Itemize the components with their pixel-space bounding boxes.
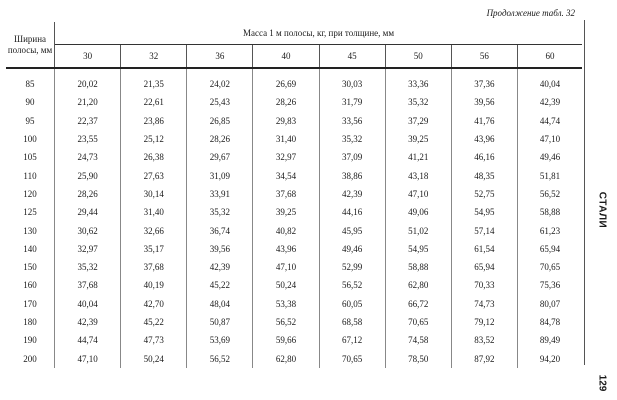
mass-value-cell: 38,86 [319,166,385,184]
mass-value-cell: 94,20 [539,353,561,364]
mass-value-cell: 20,02 [55,68,121,93]
mass-value-cell: 37,68 [55,276,121,294]
table-row [6,258,582,276]
mass-value-cell: 80,07 [539,298,561,309]
thickness-header-cell: 30 [55,45,121,69]
mass-value-cell: 25,43 [187,93,253,111]
mass-value-cell: 43,18 [385,166,451,184]
mass-value-cell: 25,12 [121,130,187,148]
mass-value-cell: 65,94 [539,243,561,254]
mass-value-cell: 50,24 [253,276,319,294]
mass-value-cell: 42,39 [55,313,121,331]
mass-value-cell: 23,55 [55,130,121,148]
mass-value-cell: 41,21 [385,148,451,166]
table-row [6,130,582,148]
width-cell: 85 [6,68,55,93]
table-row [6,148,582,166]
table-row [6,93,582,111]
width-cell: 170 [6,295,55,313]
mass-value-cell: 44,74 [539,115,561,126]
mass-value-cell: 28,26 [253,93,319,111]
mass-value-cell: 45,22 [187,276,253,294]
mass-value-cell: 35,32 [55,258,121,276]
table-row [6,112,582,130]
steel-strip-mass-table [6,22,582,368]
mass-value-cell: 62,80 [385,276,451,294]
mass-value-cell: 28,26 [55,185,121,203]
width-cell: 150 [6,258,55,276]
mass-value-cell: 30,03 [319,68,385,93]
mass-value-cell: 70,65 [539,262,561,273]
mass-value-cell: 52,99 [319,258,385,276]
mass-value-cell: 78,50 [385,349,451,367]
table-row [6,203,582,221]
mass-value-cell: 43,96 [253,240,319,258]
thickness-header-cell: 32 [121,45,187,69]
mass-value-cell: 53,69 [187,331,253,349]
mass-value-cell: 32,97 [253,148,319,166]
mass-value-cell: 24,02 [187,68,253,93]
mass-value-cell: 23,86 [121,112,187,130]
width-cell: 200 [6,349,55,367]
mass-value-cell: 47,73 [121,331,187,349]
width-column-header: Ширина полосы, мм [6,22,55,68]
mass-value-cell: 48,04 [187,295,253,313]
mass-value-cell: 39,56 [451,93,517,111]
mass-value-cell: 40,04 [55,295,121,313]
mass-value-cell: 31,09 [187,166,253,184]
table-row [6,349,582,367]
mass-value-cell: 60,05 [319,295,385,313]
width-cell: 100 [6,130,55,148]
mass-value-cell: 70,65 [385,313,451,331]
mass-value-cell: 22,61 [121,93,187,111]
mass-value-cell: 89,49 [539,335,561,346]
mass-value-cell: 56,52 [187,349,253,367]
mass-value-cell: 46,16 [451,148,517,166]
mass-value-cell: 35,32 [385,93,451,111]
mass-value-cell: 74,58 [385,331,451,349]
mass-value-cell: 47,10 [385,185,451,203]
mass-value-cell: 37,29 [385,112,451,130]
thickness-header-cell: 50 [385,45,451,69]
mass-value-cell: 32,97 [55,240,121,258]
table-row [6,295,582,313]
mass-value-cell: 58,88 [539,207,561,218]
mass-group-header: Масса 1 м полосы, кг, при толщине, мм [55,22,583,45]
table-row [6,276,582,294]
mass-value-cell: 29,44 [55,203,121,221]
mass-value-cell: 31,40 [121,203,187,221]
mass-value-cell: 44,16 [319,203,385,221]
mass-value-cell: 40,04 [539,79,561,90]
mass-value-cell: 49,06 [385,203,451,221]
mass-value-cell: 21,35 [121,68,187,93]
width-cell: 160 [6,276,55,294]
mass-value-cell: 62,80 [253,349,319,367]
mass-value-cell: 30,14 [121,185,187,203]
mass-value-cell: 42,39 [319,185,385,203]
mass-value-cell: 47,10 [253,258,319,276]
mass-value-cell: 70,33 [451,276,517,294]
table-row [6,331,582,349]
mass-value-cell: 31,79 [319,93,385,111]
mass-value-cell: 34,54 [253,166,319,184]
width-cell: 105 [6,148,55,166]
mass-value-cell: 21,20 [55,93,121,111]
width-cell: 120 [6,185,55,203]
mass-value-cell: 84,78 [539,317,561,327]
table-row [6,185,582,203]
table-body [6,68,582,368]
mass-value-cell: 66,72 [385,295,451,313]
mass-value-cell: 42,39 [187,258,253,276]
mass-value-cell: 52,75 [451,185,517,203]
width-cell: 140 [6,240,55,258]
mass-value-cell: 37,68 [121,258,187,276]
width-cell: 125 [6,203,55,221]
table-continuation-caption: Продолжение табл. 32 [486,8,575,18]
page-number: 129 [596,374,608,392]
mass-value-cell: 26,69 [253,68,319,93]
mass-value-cell: 74,73 [451,295,517,313]
mass-value-cell: 29,83 [253,112,319,130]
mass-value-cell: 25,90 [55,166,121,184]
mass-value-cell: 42,39 [539,97,561,108]
mass-value-cell: 39,56 [187,240,253,258]
mass-value-cell: 44,74 [55,331,121,349]
mass-value-cell: 45,95 [319,221,385,239]
mass-value-cell: 50,87 [187,313,253,331]
mass-value-cell: 37,09 [319,148,385,166]
mass-value-cell: 58,88 [385,258,451,276]
mass-value-cell: 39,25 [253,203,319,221]
table-row [6,68,582,93]
width-cell: 110 [6,166,55,184]
thickness-header-cell: 60 [517,45,582,69]
width-cell: 190 [6,331,55,349]
thickness-header-row [6,45,582,69]
mass-value-cell: 30,62 [55,221,121,239]
mass-value-cell: 56,52 [253,313,319,331]
thickness-header-cell: 56 [451,45,517,69]
width-cell: 180 [6,313,55,331]
table-row [6,166,582,184]
mass-value-cell: 49,46 [319,240,385,258]
mass-value-cell: 31,40 [253,130,319,148]
mass-value-cell: 56,52 [319,276,385,294]
mass-value-cell: 35,32 [319,130,385,148]
thickness-header-cell: 45 [319,45,385,69]
mass-value-cell: 70,65 [319,349,385,367]
mass-value-cell: 33,36 [385,68,451,93]
mass-value-cell: 54,95 [451,203,517,221]
mass-value-cell: 51,81 [539,170,561,181]
table-row [6,221,582,239]
mass-value-cell: 22,37 [55,112,121,130]
mass-value-cell: 54,95 [385,240,451,258]
mass-value-cell: 36,74 [187,221,253,239]
mass-value-cell: 40,82 [253,221,319,239]
mass-value-cell: 50,24 [121,349,187,367]
table-row [6,240,582,258]
mass-value-cell: 61,23 [539,225,561,236]
width-cell: 90 [6,93,55,111]
mass-value-cell: 37,36 [451,68,517,93]
mass-value-cell: 87,92 [451,349,517,367]
mass-value-cell: 32,66 [121,221,187,239]
thickness-header-cell: 36 [187,45,253,69]
mass-value-cell: 40,19 [121,276,187,294]
mass-value-cell: 35,17 [121,240,187,258]
mass-value-cell: 83,52 [451,331,517,349]
mass-value-cell: 57,14 [451,221,517,239]
mass-value-cell: 59,66 [253,331,319,349]
mass-value-cell: 26,85 [187,112,253,130]
mass-value-cell: 24,73 [55,148,121,166]
mass-value-cell: 29,67 [187,148,253,166]
mass-value-cell: 53,38 [253,295,319,313]
mass-value-cell: 61,54 [451,240,517,258]
mass-value-cell: 27,63 [121,166,187,184]
mass-value-cell: 35,32 [187,203,253,221]
mass-value-cell: 41,76 [451,112,517,130]
mass-value-cell: 79,12 [451,313,517,331]
mass-value-cell: 45,22 [121,313,187,331]
mass-value-cell: 67,12 [319,331,385,349]
table-row [6,313,582,331]
mass-value-cell: 75,36 [539,280,561,291]
mass-value-cell: 42,70 [121,295,187,313]
thickness-header-cell: 40 [253,45,319,69]
mass-value-cell: 47,10 [539,134,561,145]
mass-value-cell: 33,91 [187,185,253,203]
mass-value-cell: 51,02 [385,221,451,239]
mass-value-cell: 26,38 [121,148,187,166]
mass-value-cell: 56,52 [539,188,561,199]
width-cell: 95 [6,112,55,130]
right-margin-rule [584,20,585,365]
mass-value-cell: 49,46 [539,152,561,163]
mass-value-cell: 48,35 [451,166,517,184]
section-side-label: СТАЛИ [596,191,608,229]
mass-value-cell: 33,56 [319,112,385,130]
mass-value-cell: 65,94 [451,258,517,276]
mass-value-cell: 47,10 [55,349,121,367]
mass-value-cell: 37,68 [253,185,319,203]
width-cell: 130 [6,221,55,239]
mass-value-cell: 28,26 [187,130,253,148]
mass-value-cell: 68,58 [319,313,385,331]
mass-value-cell: 43,96 [451,130,517,148]
mass-value-cell: 39,25 [385,130,451,148]
